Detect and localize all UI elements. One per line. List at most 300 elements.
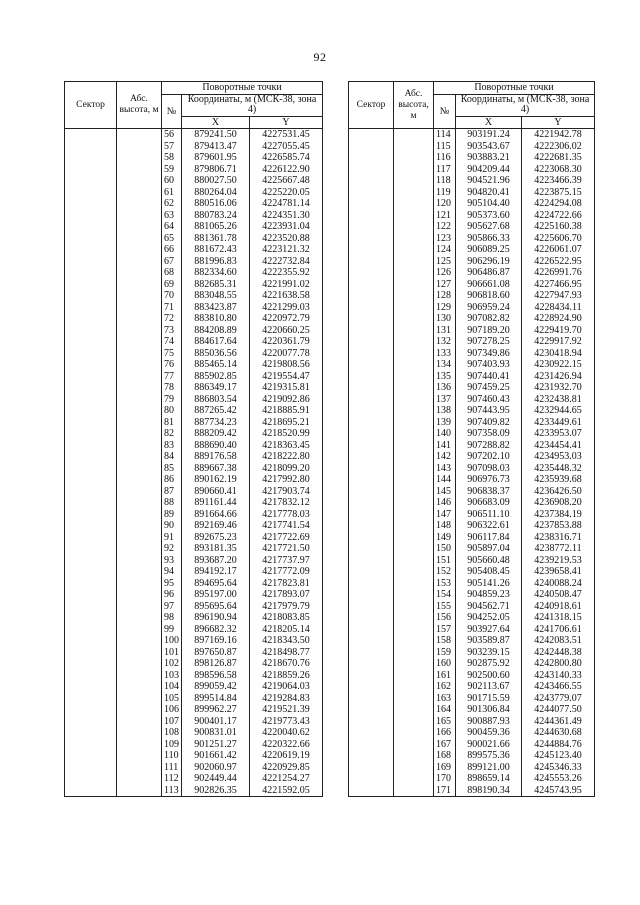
table-row <box>65 313 323 325</box>
abs-height-cell <box>394 785 434 797</box>
point-number-cell: 163 <box>434 693 456 705</box>
sector-cell <box>65 612 117 624</box>
sector-cell <box>65 129 117 141</box>
abs-height-cell <box>394 348 434 360</box>
x-header: X <box>182 116 250 129</box>
y-coordinate-cell: 4221299.03 <box>250 302 323 314</box>
sector-cell <box>349 509 394 521</box>
table-row <box>349 382 595 394</box>
point-number-cell: 123 <box>434 233 456 245</box>
table-row <box>349 601 595 613</box>
sector-cell <box>349 325 394 337</box>
sector-cell <box>65 543 117 555</box>
y-coordinate-cell: 4221942.78 <box>522 129 595 141</box>
abs-height-cell <box>117 647 162 659</box>
y-coordinate-cell: 4221592.05 <box>250 785 323 797</box>
point-number-cell: 63 <box>162 210 182 222</box>
abs-height-cell <box>117 313 162 325</box>
abs-height-cell <box>394 244 434 256</box>
abs-height-cell <box>117 267 162 279</box>
point-number-cell: 78 <box>162 382 182 394</box>
x-coordinate-cell: 904562.71 <box>456 601 522 613</box>
sector-cell <box>65 348 117 360</box>
table-row <box>65 267 323 279</box>
x-coordinate-cell: 881361.78 <box>182 233 250 245</box>
point-number-cell: 143 <box>434 463 456 475</box>
abs-height-cell <box>394 164 434 176</box>
x-coordinate-cell: 884617.64 <box>182 336 250 348</box>
sector-cell <box>349 635 394 647</box>
abs-height-cell <box>117 187 162 199</box>
point-number-cell: 79 <box>162 394 182 406</box>
y-coordinate-cell: 4223466.39 <box>522 175 595 187</box>
sector-cell <box>65 440 117 452</box>
coordinates-table-left <box>64 81 323 797</box>
y-coordinate-cell: 4218083.85 <box>250 612 323 624</box>
abs-height-cell <box>117 578 162 590</box>
y-coordinate-cell: 4218205.14 <box>250 624 323 636</box>
x-coordinate-cell: 906976.73 <box>456 474 522 486</box>
point-number-cell: 84 <box>162 451 182 463</box>
x-coordinate-cell: 884208.89 <box>182 325 250 337</box>
abs-height-cell <box>394 578 434 590</box>
sector-cell <box>349 578 394 590</box>
table-row <box>349 612 595 624</box>
point-number-cell: 149 <box>434 532 456 544</box>
y-coordinate-cell: 4243779.07 <box>522 693 595 705</box>
y-coordinate-cell: 4222306.02 <box>522 141 595 153</box>
sector-cell <box>349 175 394 187</box>
table-row <box>65 693 323 705</box>
y-coordinate-cell: 4236908.20 <box>522 497 595 509</box>
sector-cell <box>65 141 117 153</box>
y-coordinate-cell: 4230922.15 <box>522 359 595 371</box>
abs-height-cell <box>394 486 434 498</box>
table-row <box>65 256 323 268</box>
point-number-cell: 103 <box>162 670 182 682</box>
x-coordinate-cell: 881065.26 <box>182 221 250 233</box>
x-coordinate-cell: 894695.64 <box>182 578 250 590</box>
point-number-cell: 164 <box>434 704 456 716</box>
x-coordinate-cell: 899514.84 <box>182 693 250 705</box>
x-header: X <box>456 116 522 129</box>
table-row <box>65 773 323 785</box>
y-coordinate-cell: 4218498.77 <box>250 647 323 659</box>
point-number-cell: 166 <box>434 727 456 739</box>
abs-height-cell <box>394 336 434 348</box>
x-coordinate-cell: 900401.17 <box>182 716 250 728</box>
sector-cell <box>349 693 394 705</box>
y-coordinate-cell: 4218885.91 <box>250 405 323 417</box>
sector-cell <box>349 474 394 486</box>
point-number-cell: 68 <box>162 267 182 279</box>
y-coordinate-cell: 4226122.90 <box>250 164 323 176</box>
x-coordinate-cell: 898190.34 <box>456 785 522 797</box>
table-row <box>65 141 323 153</box>
y-coordinate-cell: 4217772.09 <box>250 566 323 578</box>
table-row <box>65 233 323 245</box>
abs-height-cell <box>117 359 162 371</box>
y-coordinate-cell: 4220972.79 <box>250 313 323 325</box>
table-row <box>349 739 595 751</box>
sector-cell <box>65 589 117 601</box>
x-coordinate-cell: 883810.80 <box>182 313 250 325</box>
x-coordinate-cell: 899121.00 <box>456 762 522 774</box>
table-row <box>65 428 323 440</box>
abs-height-cell <box>117 520 162 532</box>
abs-height-cell <box>117 302 162 314</box>
point-number-cell: 66 <box>162 244 182 256</box>
x-coordinate-cell: 880783.24 <box>182 210 250 222</box>
sector-cell <box>65 578 117 590</box>
table-row <box>349 394 595 406</box>
sector-cell <box>349 543 394 555</box>
abs-height-cell <box>394 762 434 774</box>
table-row <box>349 129 595 141</box>
abs-height-cell <box>394 267 434 279</box>
y-coordinate-cell: 4220929.85 <box>250 762 323 774</box>
x-coordinate-cell: 903191.24 <box>456 129 522 141</box>
table-row <box>65 704 323 716</box>
turning-points-header: Поворотные точки <box>162 82 323 95</box>
abs-height-cell <box>117 704 162 716</box>
x-coordinate-cell: 907082.82 <box>456 313 522 325</box>
abs-height-cell <box>394 555 434 567</box>
point-number-cell: 59 <box>162 164 182 176</box>
table-row <box>349 693 595 705</box>
y-coordinate-cell: 4220322.66 <box>250 739 323 751</box>
y-coordinate-cell: 4223520.88 <box>250 233 323 245</box>
y-coordinate-cell: 4221638.58 <box>250 290 323 302</box>
abs-height-cell <box>117 739 162 751</box>
y-coordinate-cell: 4218363.45 <box>250 440 323 452</box>
table-row <box>349 359 595 371</box>
point-number-cell: 154 <box>434 589 456 601</box>
x-coordinate-cell: 905141.26 <box>456 578 522 590</box>
table-row <box>65 325 323 337</box>
abs-height-cell <box>117 141 162 153</box>
x-coordinate-cell: 907460.43 <box>456 394 522 406</box>
table-row <box>349 451 595 463</box>
point-number-cell: 75 <box>162 348 182 360</box>
table-row <box>349 543 595 555</box>
sector-cell <box>65 210 117 222</box>
table-row <box>349 750 595 762</box>
table-row <box>349 141 595 153</box>
abs-height-cell <box>117 290 162 302</box>
y-coordinate-cell: 4228434.11 <box>522 302 595 314</box>
x-coordinate-cell: 903927.64 <box>456 624 522 636</box>
table-row <box>65 509 323 521</box>
abs-height-cell <box>117 555 162 567</box>
x-coordinate-cell: 906117.84 <box>456 532 522 544</box>
point-number-cell: 56 <box>162 129 182 141</box>
y-coordinate-cell: 4218859.26 <box>250 670 323 682</box>
point-number-cell: 111 <box>162 762 182 774</box>
y-coordinate-cell: 4227947.93 <box>522 290 595 302</box>
abs-height-cell <box>117 129 162 141</box>
table-row <box>349 325 595 337</box>
sector-cell <box>65 750 117 762</box>
sector-cell <box>65 233 117 245</box>
point-number-cell: 76 <box>162 359 182 371</box>
sector-cell <box>349 624 394 636</box>
table-row <box>65 497 323 509</box>
coordinates-table-right <box>348 81 595 797</box>
sector-cell <box>349 244 394 256</box>
x-coordinate-cell: 907403.93 <box>456 359 522 371</box>
x-coordinate-cell: 885036.56 <box>182 348 250 360</box>
sector-cell <box>65 474 117 486</box>
y-coordinate-cell: 4227055.45 <box>250 141 323 153</box>
y-coordinate-cell: 4229917.92 <box>522 336 595 348</box>
point-number-cell: 69 <box>162 279 182 291</box>
y-coordinate-cell: 4224294.08 <box>522 198 595 210</box>
abs-height-cell <box>117 532 162 544</box>
x-coordinate-cell: 904521.96 <box>456 175 522 187</box>
sector-cell <box>65 279 117 291</box>
point-number-cell: 90 <box>162 520 182 532</box>
x-coordinate-cell: 905897.04 <box>456 543 522 555</box>
point-number-cell: 107 <box>162 716 182 728</box>
x-coordinate-cell: 880516.06 <box>182 198 250 210</box>
abs-height-cell <box>394 624 434 636</box>
x-coordinate-cell: 888690.40 <box>182 440 250 452</box>
point-number-cell: 81 <box>162 417 182 429</box>
abs-height-cell <box>117 601 162 613</box>
abs-height-cell <box>117 624 162 636</box>
sector-cell <box>65 486 117 498</box>
sector-cell <box>65 670 117 682</box>
abs-height-cell <box>394 704 434 716</box>
x-coordinate-cell: 905104.40 <box>456 198 522 210</box>
y-coordinate-cell: 4230418.94 <box>522 348 595 360</box>
table-row <box>349 520 595 532</box>
abs-height-cell <box>394 612 434 624</box>
abs-height-cell <box>394 750 434 762</box>
y-coordinate-cell: 4217722.69 <box>250 532 323 544</box>
point-number-cell: 148 <box>434 520 456 532</box>
y-coordinate-cell: 4234953.03 <box>522 451 595 463</box>
point-number-cell: 153 <box>434 578 456 590</box>
sector-cell <box>349 555 394 567</box>
y-coordinate-cell: 4241318.15 <box>522 612 595 624</box>
table-row <box>65 474 323 486</box>
x-coordinate-cell: 907189.20 <box>456 325 522 337</box>
y-coordinate-cell: 4219315.81 <box>250 382 323 394</box>
abs-height-cell <box>394 681 434 693</box>
y-coordinate-cell: 4231932.70 <box>522 382 595 394</box>
x-coordinate-cell: 906296.19 <box>456 256 522 268</box>
table-row <box>349 566 595 578</box>
point-number-cell: 61 <box>162 187 182 199</box>
point-number-cell: 72 <box>162 313 182 325</box>
abs-height-cell <box>117 727 162 739</box>
abs-height-cell <box>117 371 162 383</box>
sector-cell <box>65 681 117 693</box>
y-coordinate-cell: 4240918.61 <box>522 601 595 613</box>
x-coordinate-cell: 880264.04 <box>182 187 250 199</box>
table-row <box>349 486 595 498</box>
y-coordinate-cell: 4217823.81 <box>250 578 323 590</box>
sector-cell <box>349 428 394 440</box>
x-coordinate-cell: 907202.10 <box>456 451 522 463</box>
y-coordinate-cell: 4217737.97 <box>250 555 323 567</box>
point-number-cell: 160 <box>434 658 456 670</box>
table-row <box>349 164 595 176</box>
point-number-cell: 62 <box>162 198 182 210</box>
sector-cell <box>65 762 117 774</box>
point-number-cell: 110 <box>162 750 182 762</box>
point-number-cell: 77 <box>162 371 182 383</box>
sector-cell <box>349 762 394 774</box>
sector-cell <box>65 405 117 417</box>
sector-cell <box>65 647 117 659</box>
x-coordinate-cell: 903589.87 <box>456 635 522 647</box>
abs-height-cell <box>117 589 162 601</box>
sector-cell <box>349 279 394 291</box>
table-body-left <box>65 129 323 797</box>
table-row <box>349 555 595 567</box>
abs-height-cell <box>117 175 162 187</box>
abs-height-cell <box>117 474 162 486</box>
table-row <box>349 405 595 417</box>
x-coordinate-cell: 904209.44 <box>456 164 522 176</box>
point-number-cell: 98 <box>162 612 182 624</box>
x-coordinate-cell: 879241.50 <box>182 129 250 141</box>
point-number-cell: 158 <box>434 635 456 647</box>
table-row <box>349 647 595 659</box>
abs-height-cell <box>394 394 434 406</box>
table-row <box>65 578 323 590</box>
table-row <box>349 187 595 199</box>
abs-height-cell <box>117 233 162 245</box>
sector-cell <box>65 164 117 176</box>
abs-height-cell <box>394 739 434 751</box>
sector-cell <box>65 785 117 797</box>
table-row <box>65 762 323 774</box>
y-coordinate-cell: 4222681.35 <box>522 152 595 164</box>
x-coordinate-cell: 907443.95 <box>456 405 522 417</box>
y-coordinate-cell: 4220040.62 <box>250 727 323 739</box>
y-coordinate-cell: 4243140.33 <box>522 670 595 682</box>
point-number-cell: 102 <box>162 658 182 670</box>
abs-height-header: Абс. высота, м <box>117 82 162 129</box>
x-coordinate-cell: 882334.60 <box>182 267 250 279</box>
y-coordinate-cell: 4226585.74 <box>250 152 323 164</box>
point-number-cell: 130 <box>434 313 456 325</box>
table-row <box>65 739 323 751</box>
y-coordinate-cell: 4218670.76 <box>250 658 323 670</box>
sector-cell <box>349 382 394 394</box>
table-row <box>349 474 595 486</box>
y-coordinate-cell: 4240508.47 <box>522 589 595 601</box>
point-number-cell: 141 <box>434 440 456 452</box>
abs-height-cell <box>394 463 434 475</box>
point-number-cell: 134 <box>434 359 456 371</box>
point-number-cell: 105 <box>162 693 182 705</box>
abs-height-cell <box>117 635 162 647</box>
point-number-cell: 99 <box>162 624 182 636</box>
point-number-cell: 67 <box>162 256 182 268</box>
table-row <box>65 394 323 406</box>
sector-cell <box>349 302 394 314</box>
abs-height-cell <box>394 670 434 682</box>
table-row <box>349 371 595 383</box>
x-coordinate-cell: 903543.67 <box>456 141 522 153</box>
point-number-cell: 88 <box>162 497 182 509</box>
x-coordinate-cell: 907098.03 <box>456 463 522 475</box>
table-row <box>349 233 595 245</box>
x-coordinate-cell: 903239.15 <box>456 647 522 659</box>
y-coordinate-cell: 4217832.12 <box>250 497 323 509</box>
table-row <box>349 497 595 509</box>
y-coordinate-cell: 4238316.71 <box>522 532 595 544</box>
coordinates-header: Координаты, м (МСК-38, зона 4) <box>182 94 323 116</box>
point-number-cell: 170 <box>434 773 456 785</box>
y-coordinate-cell: 4219554.47 <box>250 371 323 383</box>
sector-cell <box>349 658 394 670</box>
point-number-cell: 58 <box>162 152 182 164</box>
x-coordinate-cell: 890162.19 <box>182 474 250 486</box>
table-row <box>65 520 323 532</box>
table-row <box>65 279 323 291</box>
point-number-cell: 106 <box>162 704 182 716</box>
table-row <box>65 624 323 636</box>
abs-height-cell <box>117 152 162 164</box>
sector-cell <box>349 164 394 176</box>
x-coordinate-cell: 893687.20 <box>182 555 250 567</box>
table-row <box>349 210 595 222</box>
sector-cell <box>65 716 117 728</box>
x-coordinate-cell: 902500.60 <box>456 670 522 682</box>
x-coordinate-cell: 907288.82 <box>456 440 522 452</box>
x-coordinate-cell: 883423.87 <box>182 302 250 314</box>
point-number-cell: 133 <box>434 348 456 360</box>
y-coordinate-cell: 4241706.61 <box>522 624 595 636</box>
point-number-cell: 95 <box>162 578 182 590</box>
x-coordinate-cell: 903883.21 <box>456 152 522 164</box>
abs-height-cell <box>117 417 162 429</box>
sector-cell <box>349 497 394 509</box>
abs-height-cell <box>117 785 162 797</box>
sector-cell <box>349 348 394 360</box>
point-number-cell: 114 <box>434 129 456 141</box>
y-coordinate-cell: 4236426.50 <box>522 486 595 498</box>
y-coordinate-cell: 4245123.40 <box>522 750 595 762</box>
point-number-cell: 144 <box>434 474 456 486</box>
y-coordinate-cell: 4235448.32 <box>522 463 595 475</box>
sector-cell <box>65 520 117 532</box>
table-row <box>65 486 323 498</box>
x-coordinate-cell: 879601.95 <box>182 152 250 164</box>
y-coordinate-cell: 4221991.02 <box>250 279 323 291</box>
y-coordinate-cell: 4229419.70 <box>522 325 595 337</box>
abs-height-cell <box>117 543 162 555</box>
x-coordinate-cell: 900887.93 <box>456 716 522 728</box>
table-row <box>65 750 323 762</box>
point-number-cell: 127 <box>434 279 456 291</box>
point-number-cell: 161 <box>434 670 456 682</box>
abs-height-cell <box>394 773 434 785</box>
x-coordinate-cell: 886803.54 <box>182 394 250 406</box>
y-coordinate-cell: 4217721.50 <box>250 543 323 555</box>
table-row <box>65 716 323 728</box>
table-row <box>349 417 595 429</box>
x-coordinate-cell: 906511.10 <box>456 509 522 521</box>
abs-height-cell <box>117 670 162 682</box>
abs-height-cell <box>394 279 434 291</box>
